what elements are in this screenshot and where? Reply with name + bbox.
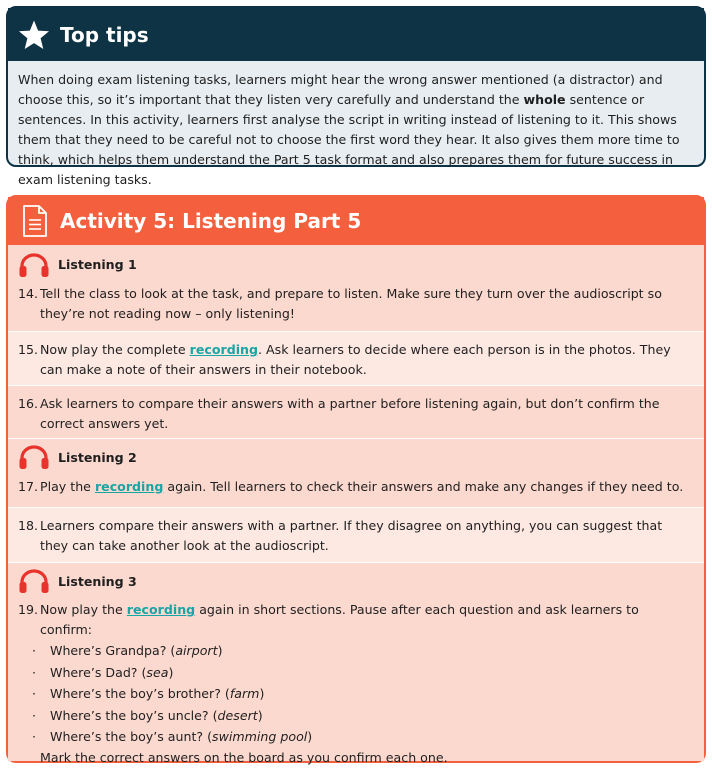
step-text-part: again. Tell learners to check their answers and make any changes if they need to.: [163, 479, 684, 494]
top-tips-title: Top tips: [60, 22, 149, 47]
step-row: [8, 284, 704, 331]
top-tips-header: [8, 8, 704, 61]
recording-link[interactable]: recording: [126, 602, 196, 617]
step-text-part: again in short sections. Pause after each question and ask learners to confirm:: [40, 602, 639, 637]
step-text-part: Now play the: [40, 602, 127, 617]
top-tips-text: [8, 61, 704, 190]
step-row: [8, 508, 704, 562]
step-text-part: Now play the complete: [40, 342, 190, 357]
section-heading: [8, 439, 704, 475]
section-title: Listening 1: [58, 257, 137, 272]
step-text: [40, 340, 694, 380]
step-number: 15.: [18, 342, 39, 357]
step-row: [8, 386, 704, 438]
tips-text-part: sentence or sentences. In this activity, learners first analyse the script in writing instead of listening to it. This shows them that they need to be careful not to choose the first word they hear. It also gives them more time to think, which helps them understand the Part 5 task format and also prepares them for future success in exam listening tasks.: [18, 92, 680, 187]
step-text-part: . Ask learners to decide where each person is in the photos. They can make a note of their answers in their notebook.: [40, 342, 671, 377]
activity-title: Activity 5: Listening Part 5: [60, 209, 362, 233]
tips-text-part: When doing exam listening tasks, learners might hear the wrong answer mentioned (a distractor) and choose this, so it’s important that they listen very carefully and understand the: [18, 72, 663, 107]
step-number: 17.: [18, 479, 39, 494]
headphones-icon: [18, 252, 50, 278]
step-text: Tell the class to look at the task, and prepare to listen. Make sure they turn over the audioscript so they’re not reading now – only listening!: [40, 286, 662, 321]
step-text: Ask learners to compare their answers with a partner before listening again, but don’t confirm the correct answers yet.: [40, 396, 660, 431]
closing-instruction: Mark the correct answers on the board as you confirm each one.: [40, 749, 448, 765]
section-heading: [8, 563, 704, 599]
step-row: [8, 475, 704, 507]
answer-bullet: · Where’s Grandpa? (airport): [32, 643, 223, 658]
headphones-icon: [18, 444, 50, 470]
step-text-part: Play the: [40, 479, 95, 494]
tips-bold-word: whole: [523, 92, 566, 107]
headphones-icon: [18, 568, 50, 594]
step-number: 14.: [18, 286, 39, 301]
section-heading: [8, 245, 704, 284]
step-row: [8, 332, 704, 385]
top-tips-box: [6, 6, 706, 187]
section-title: Listening 2: [58, 449, 137, 465]
step-number: 18.: [18, 518, 39, 533]
recording-link[interactable]: recording: [94, 479, 164, 494]
step-row: [8, 599, 704, 765]
step-text: Learners compare their answers with a partner. If they disagree on anything, you can suggest that they can take another look at the audioscript.: [40, 518, 663, 553]
step-text: [40, 600, 694, 640]
answer-bullet: · Where’s the boy’s aunt? (swimming pool): [32, 729, 313, 744]
step-number: 19.: [18, 602, 39, 617]
star-icon: [18, 19, 50, 51]
answer-bullet: · Where’s Dad? (sea): [32, 664, 174, 680]
recording-link[interactable]: recording: [189, 342, 259, 357]
answer-bullet: · Where’s the boy’s uncle? (desert): [32, 707, 263, 723]
step-number: 16.: [18, 396, 39, 411]
activity-box: [6, 195, 706, 763]
document-icon: [22, 205, 48, 237]
answer-bullet: · Where’s the boy’s brother? (farm): [32, 686, 265, 701]
step-text: [40, 477, 694, 497]
section-title: Listening 3: [58, 573, 137, 589]
activity-header: [8, 197, 704, 245]
